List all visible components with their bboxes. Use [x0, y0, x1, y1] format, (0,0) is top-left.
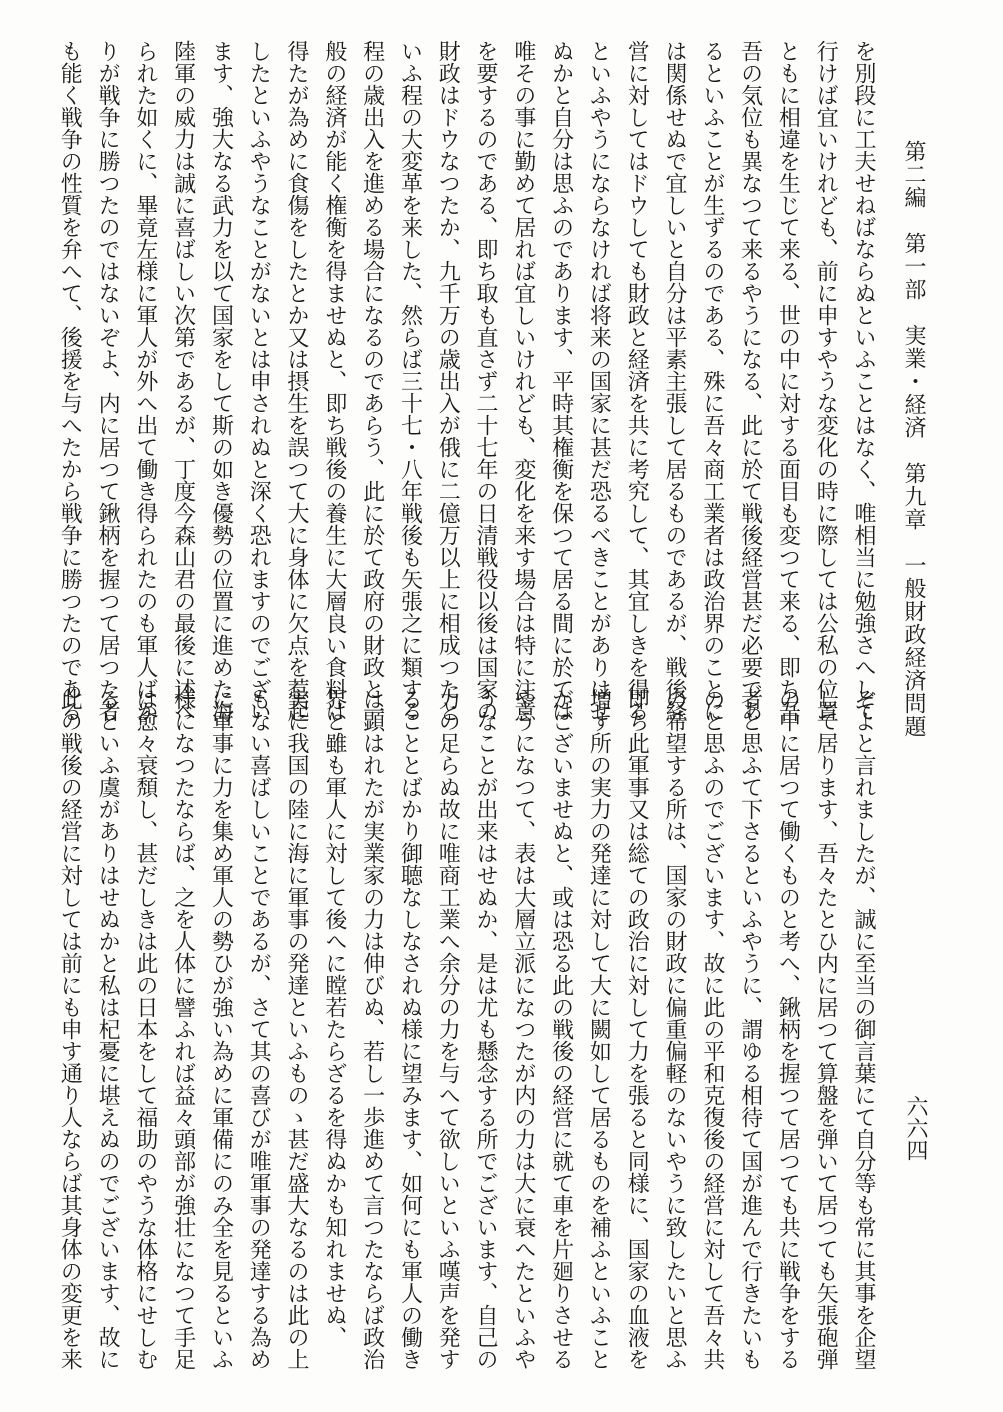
text-line: 陸軍の威力は誠に喜ばしい次第であるが、丁度今森山君の最後に述べ — [170, 40, 196, 722]
text-line: ぬかと自分は思ふのであります、平時其権衡を保つて居る間に於ては — [548, 40, 574, 722]
text-line: したといふやうなことがないとは申されぬと深く恐れますのでござい — [246, 40, 272, 722]
text-line: は関係せぬで宜しいと自分は平素主張して居るものであるが、戦後経 — [662, 40, 688, 722]
text-line: 行けば宜いけれども、前に申すやうな変化の時に際しては公私の位置 — [813, 40, 839, 722]
text-line: 界と雖も軍人に対して後へに瞠若たらざるを得ぬかも知れませぬ、 — [321, 688, 347, 1348]
text-line: 実に我国の陸に海に軍事の発達といふものゝ甚だ盛大なるのは此の上 — [284, 688, 310, 1370]
text-line: いふ程の大変革を来した、然らば三十七・八年戦後も矢張之に類する — [397, 40, 423, 722]
text-line: ることとばかり御聴なしなされぬ様に望みます、如何にも軍人の働き — [397, 688, 423, 1370]
text-line: に軍事に力を集め軍人の勢ひが強い為めに軍備にのみ全を見るといふ — [208, 688, 234, 1370]
text-line: られた如くに、畢竟左様に軍人が外へ出て働き得られたのも軍人ばか — [132, 40, 158, 722]
upper-text-block — [57, 40, 882, 722]
text-line: うなことが出来はせぬか、是は尤も懸念する所でございます、自己の — [473, 688, 499, 1370]
text-line: も能く戦争の性質を弁へて、後援を与へたから戦争に勝つたのである — [57, 40, 83, 722]
text-line: の中に居つて働くものと考へ、鍬柄を握つて居つても共に戦争をする — [775, 688, 801, 1370]
text-line: 得たが為めに食傷をしたとか又は摂生を誤つて大に身体に欠点を惹起 — [284, 40, 310, 722]
text-line: を要するのである、即ち取も直さず二十七年の日清戦役以後は国家の — [473, 40, 499, 722]
text-line: るといふことが生ずるのである、殊に吾々商工業者は政治界のことに — [699, 40, 725, 722]
text-line: りが戦争に勝つたのではないぞよ、内に居つて鍬柄を握つて居つた者 — [95, 40, 121, 722]
text-line: 者と思ふて下さるといふやうに、謂ゆる相待て国が進んで行きたいも — [737, 688, 763, 1370]
text-line: 財政はドウなつたか、九千万の歳出入が俄に二億万以上に相成つたと — [435, 40, 461, 722]
text-line: やうになつて、表は大層立派になつたが内の力は大に衰へたといふや — [510, 688, 536, 1370]
text-line: のと思ふのでございます、故に此の平和克復後の経営に対して吾々共 — [699, 688, 725, 1370]
text-line: の希望する所は、国家の財政に偏重偏軽のないやうに致したいと思ふ — [662, 688, 688, 1370]
text-line: 様になつたならば、之を人体に譬ふれば益々頭部が強壮になつて手足 — [170, 688, 196, 1370]
text-line: ます、強大なる武力を以て国家をして斯の如き優勢の位置に進めた海 — [208, 40, 234, 722]
running-header: 第二編 第一部 実業・経済 第九章 一般財政経済問題 — [901, 140, 926, 738]
text-line: は顕はれたが実業家の力は伸びぬ、若し一歩進めて言つたならば政治 — [359, 688, 385, 1370]
text-line: 吾の気位も異なつて来るやうになる、此に於て戦後経営甚だ必要であ — [737, 40, 763, 722]
text-line: 即ち此軍事又は総ての政治に対して力を張ると同様に、国家の血液を — [624, 688, 650, 1370]
text-line: がございませぬと、或は恐る此の戦後の経営に就て車を片廻りさせる — [548, 688, 574, 1370]
text-line: 増す所の実力の発達に対して大に闕如して居るものを補ふといふこと — [586, 688, 612, 1370]
text-line: もない喜ばしいことであるが、さて其の喜びが唯軍事の発達する為め — [246, 688, 272, 1370]
text-line: ぞよと言れましたが、誠に至当の御言葉にて自分等も常に其事を企望 — [851, 688, 876, 1370]
text-line: といふやうにならなければ将来の国家に甚だ恐るべきことがありはせ — [586, 40, 612, 722]
text-line: は愈々衰頽し、甚だしきは此の日本をして福助のやうな体格にせしむ — [132, 688, 158, 1370]
lower-text-block — [57, 688, 882, 1376]
text-line: ともに相違を生じて来る、世の中に対する面目も変つて来る、即ち吾 — [775, 40, 801, 722]
text-line: 程の歳出入を進める場合になるのであらう、此に於て政府の財政と一 — [359, 40, 385, 722]
text-line: 般の経済が能く権衡を得ませぬと、即ち戦後の養生に大層良い食料は — [321, 40, 347, 722]
text-line: 営に対してはドウしても財政と経済を共に考究して、其宜しきを得る — [624, 40, 650, 722]
text-line: るといふ虞がありはせぬかと私は杞憂に堪えぬのでございます、故に — [95, 688, 121, 1370]
text-line: 唯その事に勤めて居れば宜しいけれども、変化を来す場合は特に注意 — [510, 40, 536, 722]
text-line: 此の戦後の経営に対しては前にも申す通り人ならば其身体の変更を来 — [57, 688, 83, 1370]
text-line: して居ります、吾々たとひ内に居つて算盤を弾いて居つても矢張砲弾 — [813, 688, 839, 1370]
page-number: 六六四 — [903, 1095, 928, 1161]
text-line: 力の足らぬ故に唯商工業へ余分の力を与へて欲しいといふ嘆声を発す — [435, 688, 461, 1370]
text-line: を別段に工夫せねばならぬといふことはなく、唯相当に勉強さへして — [851, 40, 876, 722]
